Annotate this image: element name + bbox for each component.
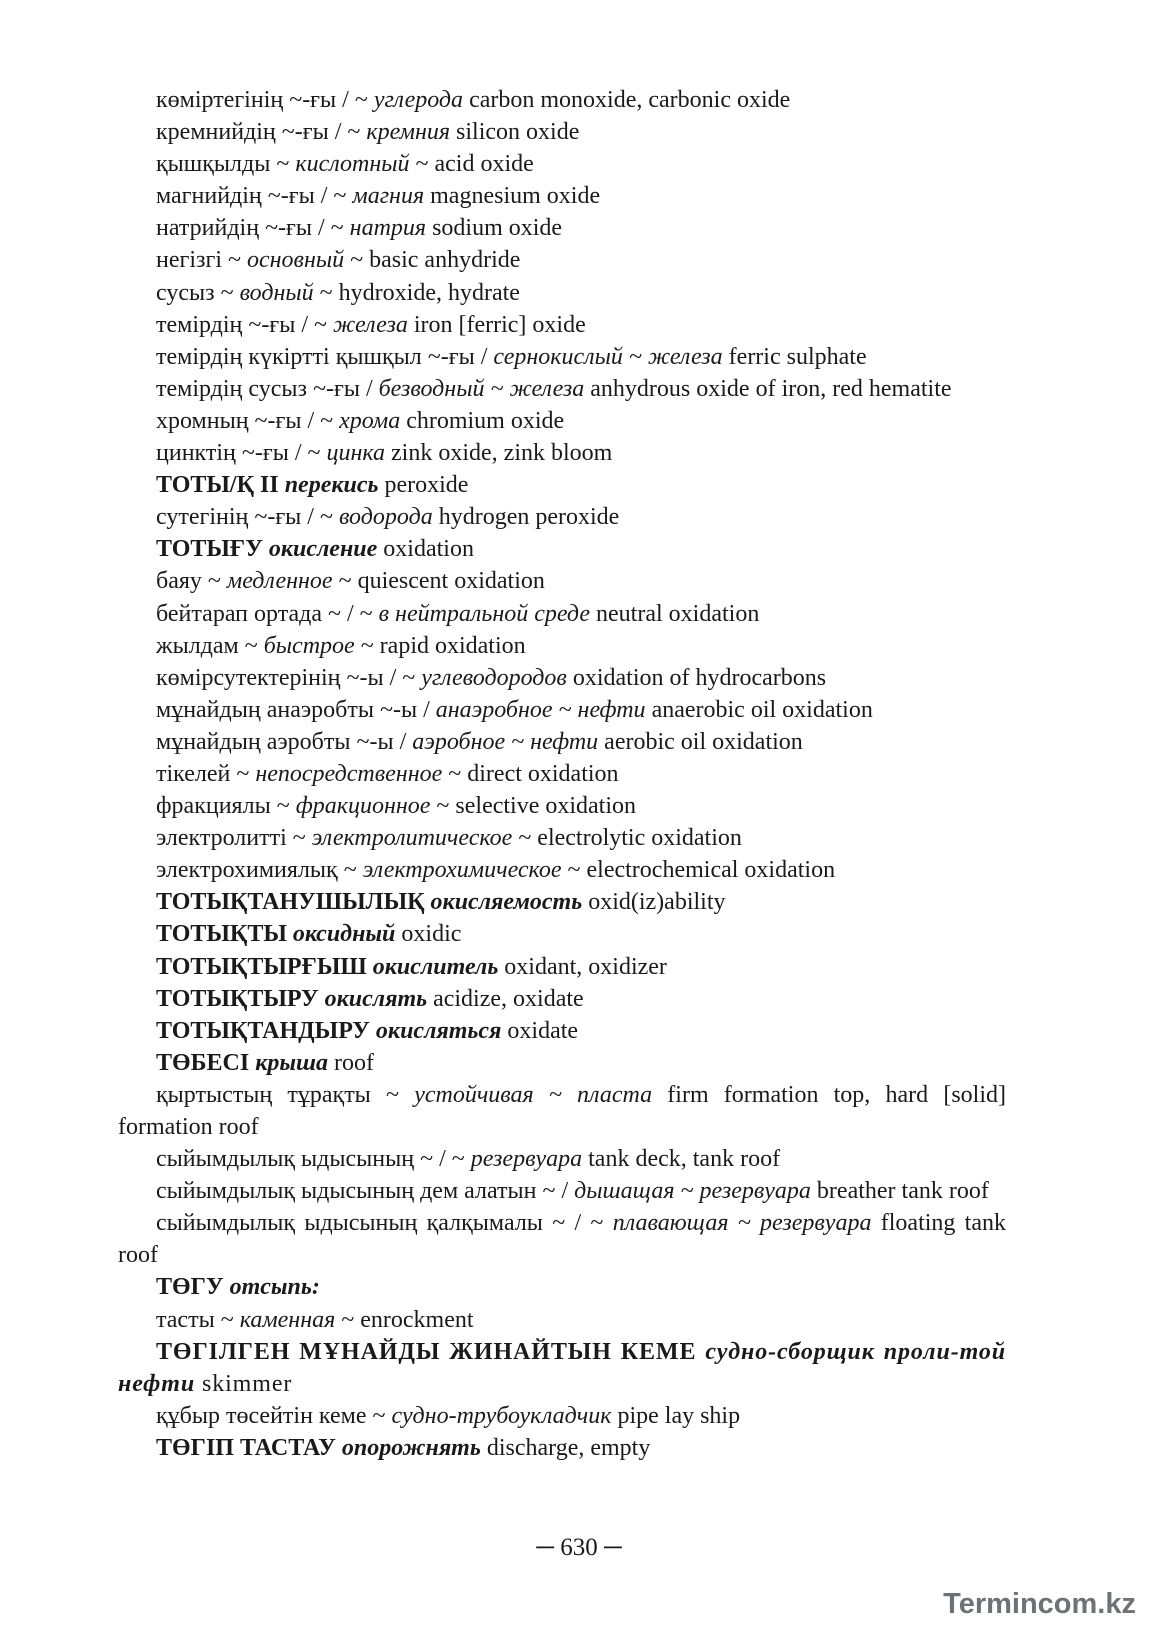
entry-text: хромның ~-ғы / ~ bbox=[156, 407, 340, 434]
headword: ТОТЫҚТЫРУ bbox=[156, 985, 325, 1012]
entry-line bbox=[118, 822, 1006, 854]
russian-term: плавающая ~ резервуара bbox=[612, 1210, 872, 1237]
russian-headword: окисление bbox=[268, 536, 378, 563]
headword: ТОТЫҚТАНДЫРУ bbox=[156, 1017, 376, 1044]
entry-text: қыртыстың тұрақты ~ bbox=[156, 1081, 415, 1108]
entry-text: oxid(iz)ability bbox=[582, 889, 726, 916]
entry-text: anhydrous oxide of iron, red hematite bbox=[584, 375, 952, 402]
entry-text: carbon monoxide, carbonic oxide bbox=[463, 87, 791, 113]
entry-line bbox=[118, 983, 1006, 1015]
entry-line bbox=[118, 1047, 1006, 1079]
russian-term: основный bbox=[246, 247, 345, 274]
entry-text: acidize, oxidate bbox=[427, 985, 584, 1012]
russian-term: железа bbox=[333, 311, 408, 338]
entry-text: ~ selective oxidation bbox=[430, 793, 637, 820]
entry-text: skimmer bbox=[195, 1370, 293, 1397]
entry-text: негізгі ~ bbox=[156, 247, 247, 274]
entry-line bbox=[118, 630, 1006, 662]
headword: ТӨГУ bbox=[156, 1274, 230, 1301]
entry-text: breather tank roof bbox=[810, 1178, 989, 1205]
entry-text: сыйымдылық ыдысының қалқымалы ~ / ~ bbox=[156, 1210, 613, 1237]
headword: ТӨГІП ТАСТАУ bbox=[156, 1434, 342, 1461]
entry-line bbox=[118, 886, 1006, 918]
entry-text: floating tank roof bbox=[118, 1210, 1006, 1269]
entry-text: сыйымдылық ыдысының ~ / ~ bbox=[156, 1146, 471, 1173]
entry-line bbox=[118, 1336, 1006, 1400]
page-number: ─ 630 ─ bbox=[536, 1534, 622, 1561]
entry-text: firm formation top, hard [solid] formation roof bbox=[118, 1081, 1007, 1140]
entry-line bbox=[118, 1079, 1006, 1143]
russian-term: судно-трубоукладчик bbox=[391, 1402, 612, 1429]
entry-text: ferric sulphate bbox=[722, 343, 867, 370]
russian-term: анаэробное ~ нефти bbox=[435, 696, 646, 723]
headword: ТӨБЕСІ bbox=[156, 1049, 256, 1076]
entry-text: темірдің сусыз ~-ғы / bbox=[156, 375, 379, 402]
russian-term: устойчивая ~ пласта bbox=[414, 1081, 653, 1108]
russian-term: магния bbox=[352, 183, 425, 210]
dictionary-entries bbox=[118, 84, 1006, 1464]
entry-line bbox=[118, 726, 1006, 758]
entry-line bbox=[118, 180, 1006, 212]
entry-line bbox=[118, 1304, 1006, 1336]
russian-headword: опорожнять bbox=[341, 1434, 481, 1461]
entry-text: sodium oxide bbox=[426, 215, 563, 242]
entry-text: көмірсутектерінің ~-ы / ~ bbox=[156, 664, 422, 691]
entry-line bbox=[118, 148, 1006, 180]
russian-term: быстрое bbox=[263, 632, 355, 659]
entry-text: pipe lay ship bbox=[611, 1402, 741, 1429]
entry-line bbox=[118, 1400, 1006, 1432]
entry-line bbox=[118, 84, 1006, 116]
entry-line bbox=[118, 854, 1006, 886]
entry-text: ~ acid oxide bbox=[409, 151, 534, 178]
entry-line bbox=[118, 662, 1006, 694]
russian-term: кислотный bbox=[295, 151, 410, 178]
russian-term: безводный ~ железа bbox=[378, 375, 585, 402]
entry-line bbox=[118, 1143, 1006, 1175]
entry-text: ~ quiescent oxidation bbox=[332, 568, 545, 595]
entry-text: ~ electrolytic oxidation bbox=[512, 825, 742, 852]
russian-headword: судно-сборщик проли-той нефти bbox=[118, 1338, 1006, 1397]
entry-line bbox=[118, 1207, 1006, 1271]
entry-text: сусыз ~ bbox=[156, 279, 240, 306]
entry-text: aerobic oil oxidation bbox=[598, 728, 803, 755]
entry-text: тікелей ~ bbox=[156, 760, 256, 787]
headword: ТОТЫҒУ bbox=[156, 536, 269, 563]
entry-text: натрийдің ~-ғы / ~ bbox=[156, 215, 350, 242]
entry-text: oxidic bbox=[395, 921, 462, 948]
entry-text: zink oxide, zink bloom bbox=[385, 440, 613, 467]
entry-line bbox=[118, 501, 1006, 533]
headword: ТОТЫ/Қ II bbox=[156, 472, 285, 499]
entry-line bbox=[118, 1175, 1006, 1207]
entry-text: tank deck, tank roof bbox=[582, 1146, 781, 1173]
russian-term: сернокислый ~ железа bbox=[493, 343, 723, 370]
entry-line bbox=[118, 1432, 1006, 1464]
headword: ТОТЫҚТАНУШЫЛЫҚ bbox=[156, 889, 431, 916]
entry-text: жылдам ~ bbox=[156, 632, 264, 659]
entry-line bbox=[118, 790, 1006, 822]
entry-text: мұнайдың аэробты ~-ы / bbox=[156, 728, 413, 755]
russian-term: хрома bbox=[339, 407, 401, 434]
entry-line bbox=[118, 405, 1006, 437]
entry-line bbox=[118, 469, 1006, 501]
entry-line bbox=[118, 373, 1006, 405]
entry-line bbox=[118, 341, 1006, 373]
russian-term: медленное bbox=[226, 568, 333, 595]
entry-text: anaerobic oil oxidation bbox=[645, 696, 873, 723]
entry-text: кремнийдің ~-ғы / ~ bbox=[156, 119, 367, 146]
russian-term: электрохимическое bbox=[362, 857, 562, 884]
entry-line bbox=[118, 951, 1006, 983]
entry-text: мұнайдың анаэробты ~-ы / bbox=[156, 696, 436, 723]
entry-text: magnesium oxide bbox=[424, 183, 601, 210]
entry-text: электрохимиялық ~ bbox=[156, 857, 363, 884]
entry-text: neutral oxidation bbox=[590, 600, 760, 627]
entry-text: ~ electrochemical oxidation bbox=[561, 857, 836, 884]
russian-headword: окислитель bbox=[372, 953, 499, 980]
headword: ТОТЫҚТЫ bbox=[156, 921, 293, 948]
entry-text: oxidate bbox=[501, 1017, 579, 1044]
entry-line bbox=[118, 533, 1006, 565]
russian-term: водный bbox=[239, 279, 314, 306]
russian-term: в нейтральной среде bbox=[378, 600, 591, 627]
russian-term: натрия bbox=[349, 215, 427, 242]
entry-text: цинктің ~-ғы / ~ bbox=[156, 440, 327, 467]
entry-text: магнийдің ~-ғы / ~ bbox=[156, 183, 353, 210]
entry-line bbox=[118, 598, 1006, 630]
entry-text: электролитті ~ bbox=[156, 825, 312, 852]
entry-text: chromium oxide bbox=[400, 407, 565, 434]
russian-headword: окислять bbox=[324, 985, 428, 1012]
entry-text: roof bbox=[328, 1049, 375, 1076]
entry-text: oxidant, oxidizer bbox=[498, 953, 667, 980]
entry-text: көміртегінің ~-ғы / ~ bbox=[156, 87, 374, 113]
russian-term: непосредственное bbox=[255, 760, 443, 787]
entry-line bbox=[118, 244, 1006, 276]
entry-text: ~ rapid oxidation bbox=[354, 632, 526, 659]
russian-term: цинка bbox=[326, 440, 386, 467]
entry-text: oxidation bbox=[377, 536, 474, 563]
russian-term: каменная bbox=[239, 1306, 336, 1333]
entry-text: фракциялы ~ bbox=[156, 793, 296, 820]
entry-line bbox=[118, 116, 1006, 148]
entry-text: hydrogen peroxide bbox=[432, 504, 620, 531]
entry-line bbox=[118, 437, 1006, 469]
entry-text: silicon oxide bbox=[450, 119, 580, 146]
russian-term: фракционное bbox=[295, 793, 431, 820]
russian-term: электролитическое bbox=[311, 825, 513, 852]
entry-line bbox=[118, 1015, 1006, 1047]
entry-line bbox=[118, 694, 1006, 726]
entry-text: ~ direct oxidation bbox=[442, 760, 619, 787]
russian-term: аэробное ~ нефти bbox=[412, 728, 599, 755]
termincom-watermark-logo: Termincom.kz bbox=[943, 1588, 1136, 1620]
entry-text: сыйымдылық ыдысының дем алатын ~ / bbox=[156, 1178, 575, 1205]
russian-term: углеводородов bbox=[421, 664, 567, 691]
headword: ТӨГІЛГЕН МҰНАЙДЫ ЖИНАЙТЫН КЕМЕ bbox=[156, 1338, 706, 1365]
entry-text: құбыр төсейтін кеме ~ bbox=[156, 1402, 392, 1429]
entry-text: discharge, empty bbox=[480, 1434, 651, 1461]
entry-text: темірдің ~-ғы / ~ bbox=[156, 311, 333, 338]
entry-text: тасты ~ bbox=[156, 1306, 240, 1333]
russian-term: водорода bbox=[338, 504, 433, 531]
entry-text: бейтарап ортада ~ / ~ bbox=[156, 600, 379, 627]
russian-term: дышащая ~ резервуара bbox=[574, 1178, 811, 1205]
entry-line bbox=[118, 277, 1006, 309]
entry-line bbox=[118, 1271, 1006, 1303]
entry-text: сутегінің ~-ғы / ~ bbox=[156, 504, 339, 531]
entry-line bbox=[118, 309, 1006, 341]
russian-headword: окисляться bbox=[375, 1017, 502, 1044]
russian-headword: оксидный bbox=[292, 921, 396, 948]
entry-text: ~ hydroxide, hydrate bbox=[313, 279, 520, 306]
entry-line bbox=[118, 565, 1006, 597]
russian-headword: крыша bbox=[255, 1049, 329, 1076]
russian-term: резервуара bbox=[470, 1146, 583, 1173]
headword: ТОТЫҚТЫРҒЫШ bbox=[156, 953, 373, 980]
entry-text: ~ basic anhydride bbox=[344, 247, 521, 274]
russian-headword: перекись bbox=[284, 472, 379, 499]
entry-text: темірдің күкіртті қышқыл ~-ғы / bbox=[156, 343, 494, 370]
russian-headword: отсыпь: bbox=[229, 1274, 320, 1301]
entry-line bbox=[118, 758, 1006, 790]
entry-text: баяу ~ bbox=[156, 568, 227, 595]
entry-text: oxidation of hydrocarbons bbox=[566, 664, 827, 691]
russian-term: кремния bbox=[366, 119, 451, 146]
entry-text: ~ enrockment bbox=[335, 1306, 474, 1333]
entry-line bbox=[118, 212, 1006, 244]
entry-text: peroxide bbox=[378, 472, 469, 499]
russian-term: углерода bbox=[373, 87, 464, 113]
entry-line bbox=[118, 918, 1006, 950]
entry-text: қышқылды ~ bbox=[156, 151, 296, 178]
entry-text: iron [ferric] oxide bbox=[407, 311, 586, 338]
russian-headword: окисляемость bbox=[430, 889, 583, 916]
